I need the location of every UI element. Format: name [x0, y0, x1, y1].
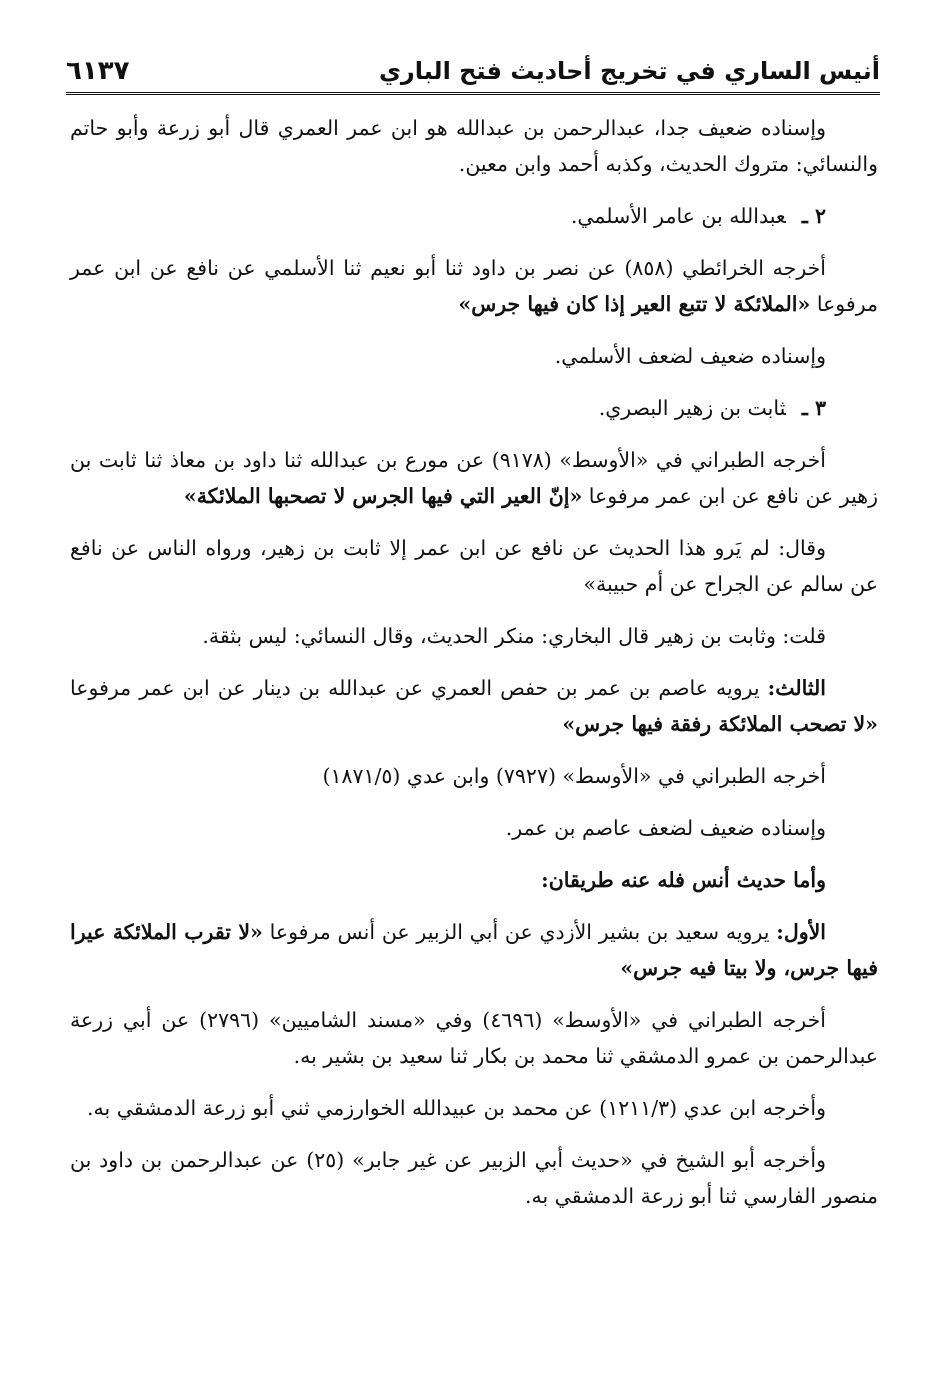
paragraph-asim-weak: وإسناده ضعيف لضعف عاصم بن عمر. — [505, 816, 826, 840]
hadith-text: «لا تقرب الملائكة عيرا فيها جرس، ولا بيتا فيه جرس» — [70, 920, 878, 980]
paragraph-tabarani-shamiyyin: أخرجه الطبراني في «الأوسط» (٤٦٩٦) وفي «مسند الشاميين» (٢٧٩٦) عن أبي زرعة عبدالرحمن بن عمرو الدمشقي ثنا محمد بن بكار ثنا سعيد بن بشير به. — [70, 1008, 878, 1068]
section-label: الأول: — [776, 920, 826, 944]
page-content — [70, 110, 878, 1230]
paragraph-qultu: قلت: وثابت بن زهير قال البخاري: منكر الحديث، وقال النسائي: ليس بثقة. — [202, 624, 826, 648]
paragraph-tabarani-ibn-adi: أخرجه الطبراني في «الأوسط» (٧٩٢٧) وابن عدي (١٨٧١/٥) — [322, 764, 826, 788]
page-number: ٦١٣٧ — [66, 56, 130, 86]
hadith-text: «الملائكة لا تتبع العير إذا كان فيها جرس» — [458, 292, 811, 316]
item-text: عبدالله بن عامر الأسلمي. — [570, 204, 786, 228]
section-label: الثالث: — [767, 676, 826, 700]
paragraph-tabarani-comment: وقال: لم يَرو هذا الحديث عن نافع عن ابن عمر إلا ثابت بن زهير، ورواه الناس عن نافع عن سالم عن الجراح عن أم حبيبة» — [70, 536, 878, 596]
paragraph-text: أخرجه الطبراني في «الأوسط» (٩١٧٨) عن مورع بن عبدالله ثنا داود بن معاذ ثنا ثابت بن زهير عن نافع عن ابن عمر مرفوعا — [70, 448, 878, 508]
paragraph-abu-shaykh: وأخرجه أبو الشيخ في «حديث أبي الزبير عن غير جابر» (٢٥) عن عبدالرحمن بن داود بن منصور الفارسي ثنا أبو زرعة الدمشقي به. — [70, 1148, 878, 1208]
page-header — [66, 50, 880, 95]
paragraph-ibn-adi: وأخرجه ابن عدي (١٢١١/٣) عن محمد بن عبيدالله الخوارزمي ثني أبو زرعة الدمشقي به. — [87, 1096, 826, 1120]
hadith-text: «إنّ العير التي فيها الجرس لا تصحبها الملائكة» — [183, 484, 583, 508]
paragraph-kharaiti — [70, 250, 878, 322]
paragraph-text: يرويه سعيد بن بشير الأزدي عن أبي الزبير عن أنس مرفوعا — [262, 920, 777, 944]
paragraph-first-path — [70, 914, 878, 986]
paragraph-text: أخرجه الخرائطي (٨٥٨) عن نصر بن داود ثنا أبو نعيم ثنا الأسلمي عن نافع عن ابن عمر مرفوعا — [70, 256, 878, 316]
list-item-3 — [70, 390, 878, 426]
item-number: ٣ ـ — [801, 396, 826, 420]
paragraph-third-path — [70, 670, 878, 742]
hadith-text: «لا تصحب الملائكة رفقة فيها جرس» — [562, 712, 878, 736]
paragraph-tabarani-awsat — [70, 442, 878, 514]
running-title: أنيس الساري في تخريج أحاديث فتح الباري — [378, 57, 880, 85]
item-text: ثابت بن زهير البصري. — [598, 396, 786, 420]
list-item-2 — [70, 198, 878, 234]
paragraph-aslami-weak: وإسناده ضعيف لضعف الأسلمي. — [554, 344, 826, 368]
item-number: ٢ ـ — [801, 204, 826, 228]
section-heading-anas: وأما حديث أنس فله عنه طريقان: — [541, 868, 826, 892]
paragraph-isnad-weak: وإسناده ضعيف جدا، عبدالرحمن بن عبدالله هو ابن عمر العمري قال أبو زرعة وأبو حاتم والنسائي: متروك الحديث، وكذبه أحمد وابن معين. — [70, 116, 878, 176]
paragraph-text: يرويه عاصم بن عمر بن حفص العمري عن عبدالله بن دينار عن ابن عمر مرفوعا — [70, 676, 768, 700]
